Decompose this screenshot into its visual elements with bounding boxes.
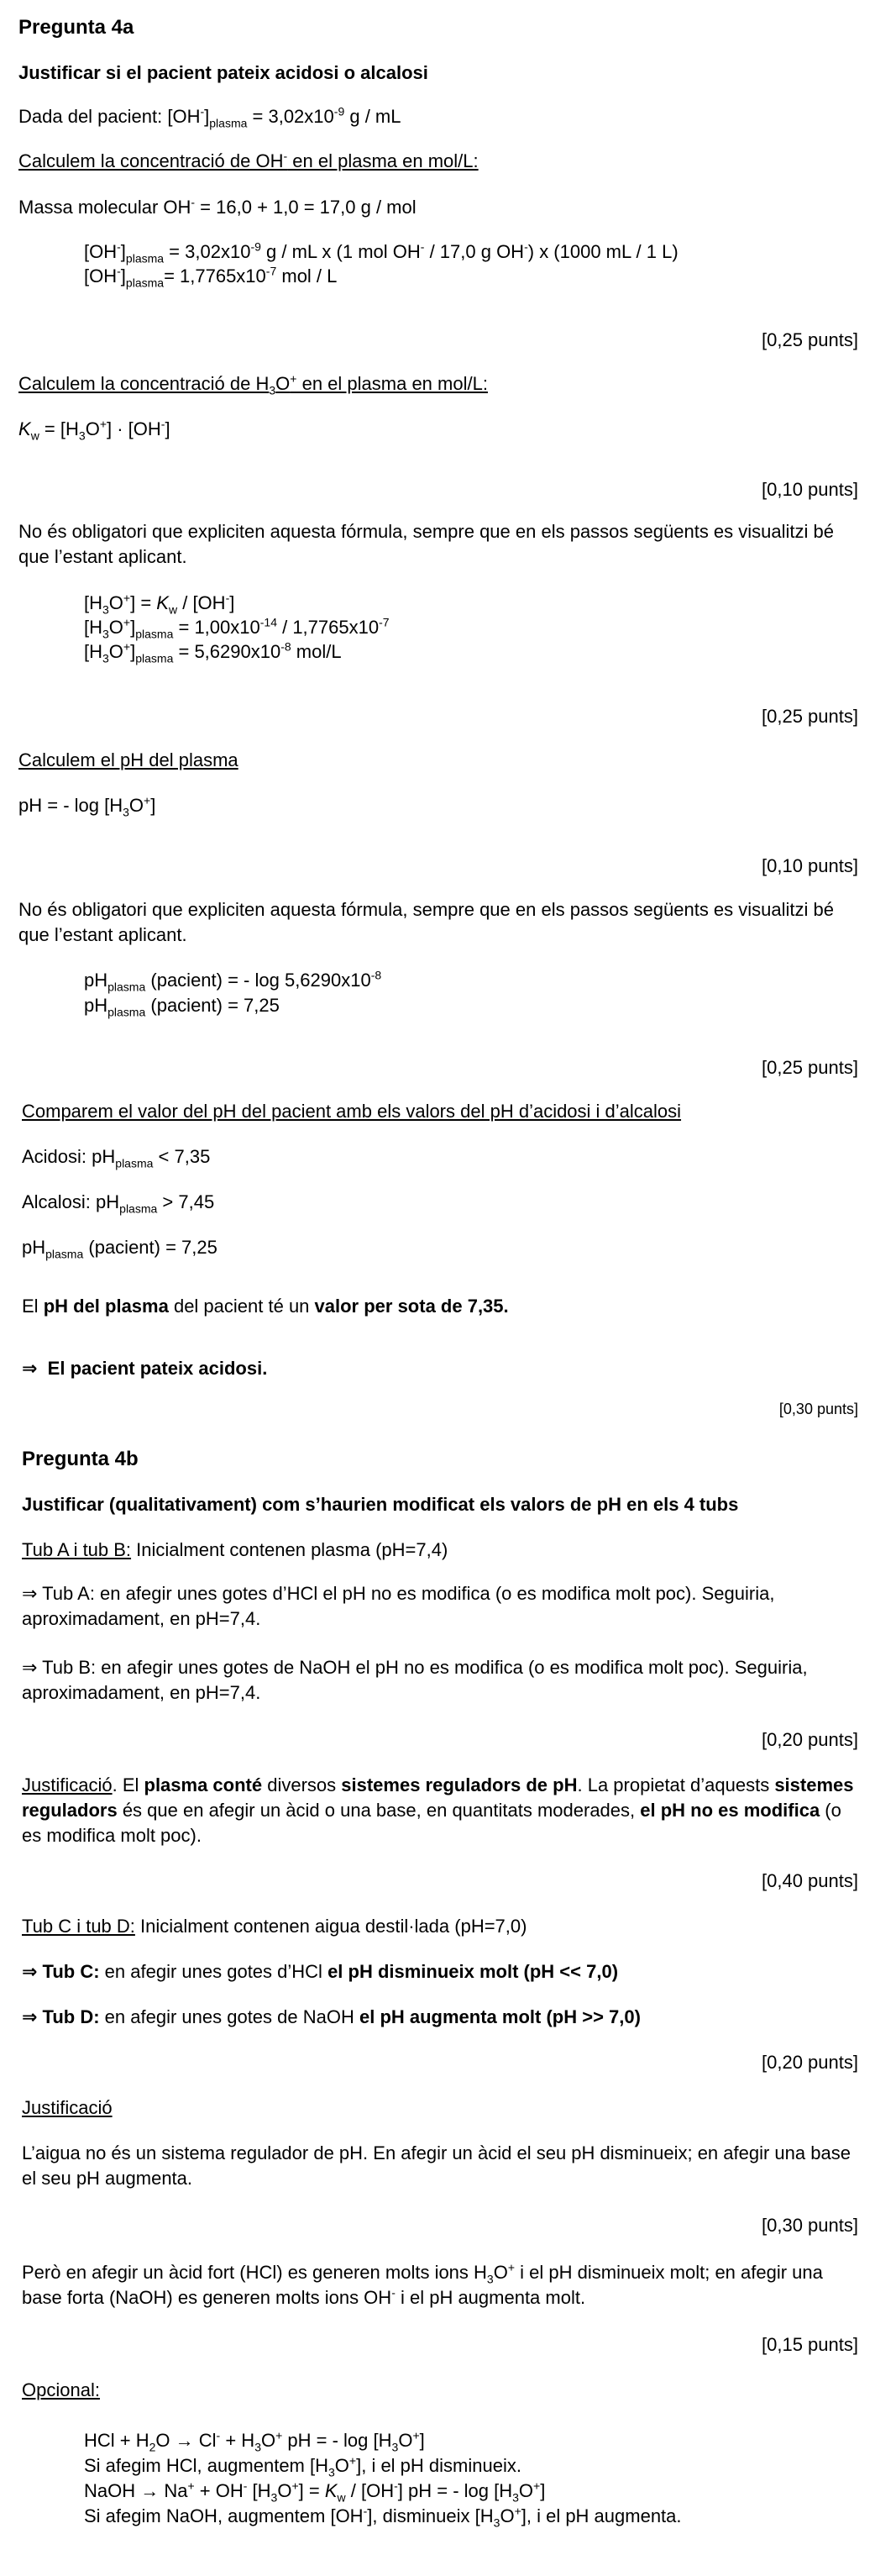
- tub-a-text: ⇒ Tub A: en afegir unes gotes d’HCl el pH no es modifica (o es modifica molt poc). Seguiria, aproximadament, en pH=7,4.: [22, 1583, 775, 1629]
- points-label: [0,20 punts]: [762, 2052, 858, 2073]
- final-conclusion: ⇒ El pacient pateix acidosi.: [22, 1358, 268, 1379]
- ph-formula: pH = - $\log [H_3O^+]$: [18, 793, 156, 819]
- oh-calc-line-2: $[OH^-]_{plasma}= 1,7765x10^{-7}$ mol / L: [84, 264, 338, 290]
- molar-mass: Massa molecular OH- = 16,0 + 1,0 = 17,0 g / mol: [18, 195, 417, 218]
- ph-calc-line-1: $pH_{plasma}$ (pacient) = - $\log 5,6290x10^{-8}$: [84, 968, 382, 994]
- points-label: [0,40 punts]: [762, 1870, 858, 1891]
- q4b-subtitle: Justificar (qualitativament) com s’haurien modificat els valors de pH en els 4 tubs: [22, 1494, 739, 1515]
- optional-heading: Opcional:: [22, 2379, 100, 2400]
- note-not-required: No és obligatori que expliciten aquesta fórmula, sempre que en els passos següents es visualitzi bé que l’estant aplicant.: [18, 899, 834, 945]
- ph-heading: Calculem el pH del plasma: [18, 749, 238, 770]
- acidosi-range: Acidosi: $pH_{plasma} < 7,35$: [22, 1146, 211, 1170]
- water-text: L’aigua no és un sistema regulador de pH. En afegir un àcid el seu pH disminueix; en afegir una base el seu pH augmenta.: [22, 2142, 851, 2189]
- points-label: [0,25 punts]: [762, 1057, 858, 1078]
- calc-h3o-heading: Calculem la concentració de $H_3O^+$ en el plasma en mol/L:: [18, 371, 488, 397]
- conclusion-text: El pH del plasma del pacient té un valor per sota de 7,35.: [22, 1296, 509, 1317]
- q4a-subtitle: Justificar si el pacient pateix acidosi o alcalosi: [18, 62, 428, 83]
- points-label: [0,20 punts]: [762, 1729, 858, 1750]
- points-label: [0,10 punts]: [762, 855, 858, 876]
- tubs-cd-heading: Tub C i tub D: Inicialment contenen aigua destil·lada (pH=7,0): [22, 1916, 527, 1937]
- h3o-calc-line-2: $[H_3O^+]_{plasma} = 1,00x10^{-14} / 1,7765x10^{-7}$: [84, 615, 390, 641]
- kw-formula: $K_w = [H_3O^+] \cdot [OH^-]$: [18, 417, 170, 443]
- optional-line-4: Si afegim NaOH, augmentem [OH-], disminueix $[H_3O^+]$, i el pH augmenta.: [84, 2504, 682, 2530]
- justification-cd-heading: Justificació: [22, 2097, 113, 2118]
- optional-line-3: NaOH → Na+ + OH- $[H_3O^+] = K_w / [OH^-]$ pH = - $\log [H_3O^+]$: [84, 2479, 546, 2505]
- points-label: [0,30 punts]: [762, 2215, 858, 2236]
- justification-ab: Justificació. El plasma conté diversos sistemes reguladors de pH. La propietat d’aquests sistemes reguladors és que en afegir un àcid o una base, en quantitats moderades, el pH no es modifica (o es modifica molt poc).: [22, 1774, 854, 1846]
- note-not-required: No és obligatori que expliciten aquesta fórmula, sempre que en els passos següents es visualitzi bé que l’estant aplicant.: [18, 521, 834, 567]
- alcalosi-range: Alcalosi: $pH_{plasma} > 7,45$: [22, 1191, 215, 1216]
- arrow-icon: ⇒: [22, 1358, 38, 1379]
- points-label: [0,30 punts]: [778, 1401, 858, 1417]
- optional-line-2: Si afegim HCl, augmentem $[H_3O^+]$, i el pH disminueix.: [84, 2453, 521, 2479]
- given-data: Dada del pacient: $[OH^-]_{plasma} = 3,02x10^{-9}$ g / mL: [18, 104, 401, 130]
- patient-ph: $pH_{plasma}$ (pacient) = 7,25: [22, 1237, 217, 1261]
- points-label: [0,25 punts]: [762, 706, 858, 727]
- optional-line-1: HCl + $H_2O \to Cl^- + H_3O^+$ pH = - $\log [H_3O^+]$: [84, 2428, 425, 2454]
- tubs-ab-heading: Tub A i tub B: Inicialment contenen plasma (pH=7,4): [22, 1539, 448, 1560]
- q4a-title: Pregunta 4a: [18, 16, 134, 39]
- calc-oh-heading: Calculem la concentració de OH- en el plasma en mol/L:: [18, 149, 479, 171]
- tub-d-text: ⇒ Tub D: en afegir unes gotes de NaOH el pH augmenta molt (pH >> 7,0): [22, 2006, 641, 2027]
- tub-c-text: ⇒ Tub C: en afegir unes gotes d’HCl el pH disminueix molt (pH << 7,0): [22, 1961, 619, 1982]
- ph-calc-line-2: $pH_{plasma}$ (pacient) = 7,25: [84, 995, 280, 1019]
- q4b-title: Pregunta 4b: [22, 1448, 139, 1470]
- strong-acid-base-text: Però en afegir un àcid fort (HCl) es generen molts ions $H_3O^+$ i el pH disminueix molt; en afegir una base forta (NaOH) es generen molts ions OH- i el pH augmenta molt.: [22, 2260, 823, 2308]
- h3o-calc-line-1: $[H_3O^+] = K_w / [OH^-]$: [84, 591, 235, 617]
- oh-calc-line-1: $[OH^-]_{plasma} = 3,02x10^{-9}$ g / mL x (1 mol OH- / 17,0 g OH-) x (1000 mL / 1 L): [84, 239, 679, 265]
- tub-b-text: ⇒ Tub B: en afegir unes gotes de NaOH el pH no es modifica (o es modifica molt poc). Seguiria, aproximadament, en pH=7,4.: [22, 1657, 808, 1703]
- points-label: [0,15 punts]: [762, 2334, 858, 2355]
- h3o-calc-line-3: $[H_3O^+]_{plasma} = 5,6290x10^{-8}$ mol/L: [84, 639, 342, 665]
- compare-heading: Comparem el valor del pH del pacient amb els valors del pH d’acidosi i d’alcalosi: [22, 1101, 682, 1122]
- points-label: [0,10 punts]: [762, 479, 858, 500]
- points-label: [0,25 punts]: [762, 329, 858, 350]
